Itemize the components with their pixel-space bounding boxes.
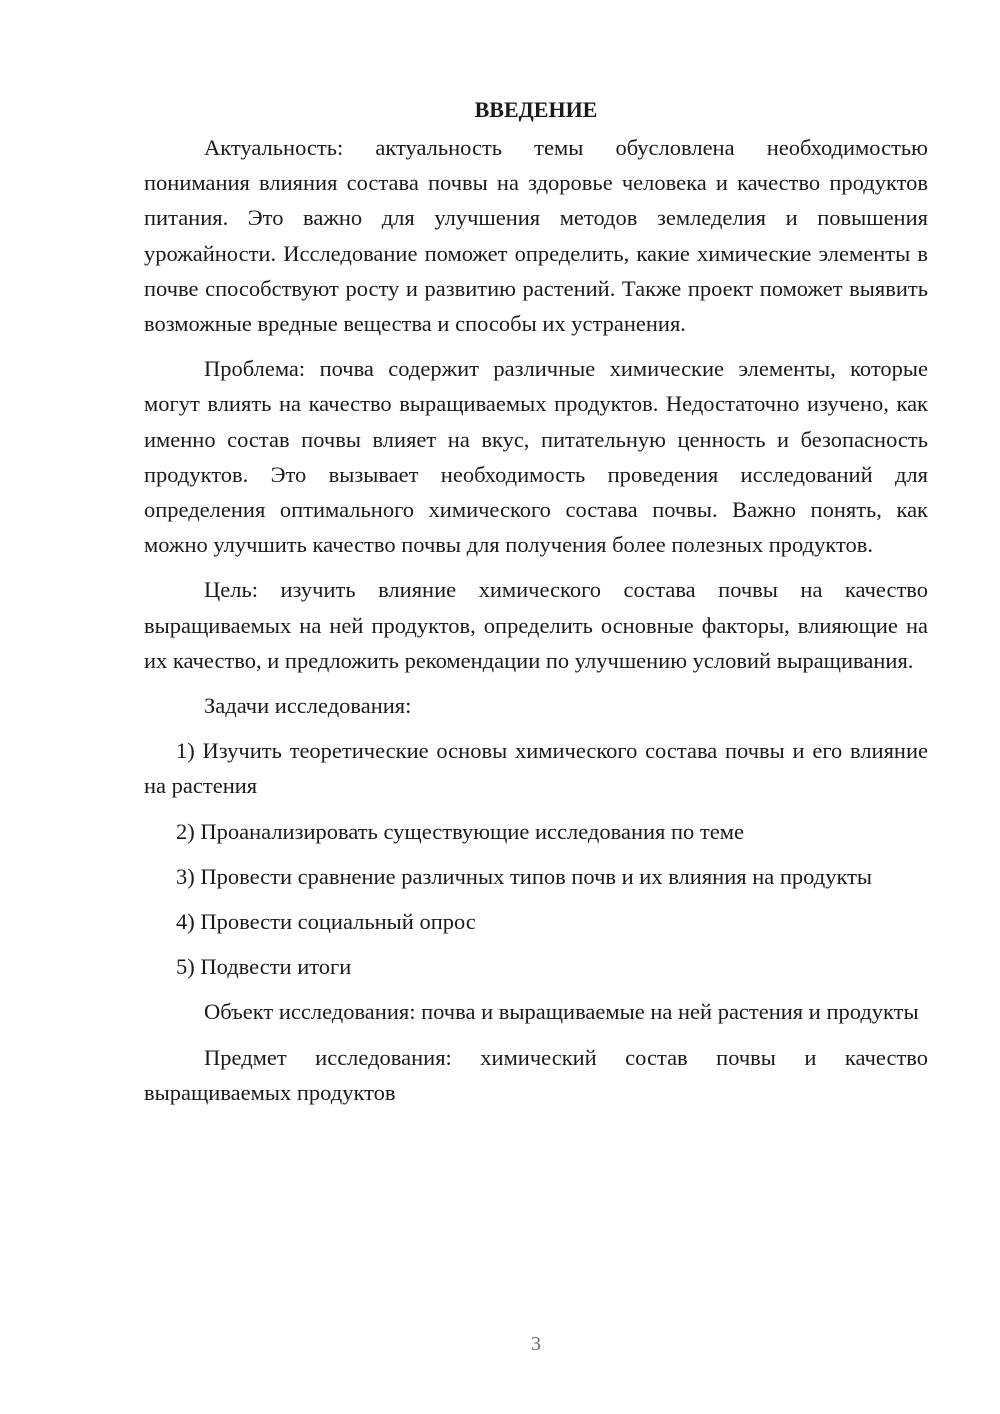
object-paragraph: Объект исследования: почва и выращиваемые на ней растения и продукты [204,999,919,1025]
goal-paragraph: Цель: изучить влияние химического состава почвы на качество выращиваемых на ней продуктов, определить основные факторы, влияющие на их качество, и предложить рекомендации по улучшению условий выращивания. [144,577,928,673]
page-number: 3 [531,1333,541,1355]
task-item: 5) Подвести итоги [176,954,352,980]
document-page [144,92,928,1120]
subject-paragraph: Предмет исследования: химический состав почвы и качество выращиваемых продуктов [144,1044,928,1105]
task-item: 4) Провести социальный опрос [176,909,476,935]
task-item: 1) Изучить теоретические основы химического состава почвы и его влияние на растения [144,738,928,799]
tasks-title: Задачи исследования: [204,693,412,719]
tasks-list [144,733,928,984]
task-item: 3) Провести сравнение различных типов почв и их влияния на продукты [176,863,873,889]
relevance-paragraph: Актуальность: актуальность темы обусловлена необходимостью понимания влияния состава почвы на здоровье человека и качество продуктов питания. Это важно для улучшения методов земледелия и повышения урожайности. Исследование поможет определить, какие химические элементы в почве способствуют росту и развитию растений. Также проект поможет выявить возможные вредные вещества и способы их устранения. [144,135,928,337]
problem-paragraph: Проблема: почва содержит различные химические элементы, которые могут влиять на качество выращиваемых продуктов. Недостаточно изучено, как именно состав почвы влияет на вкус, питательную ценность и безопасность продуктов. Это вызывает необходимость проведения исследований для определения оптимального химического состава почвы. Важно понять, как можно улучшить качество почвы для получения более полезных продуктов. [144,356,928,558]
task-item: 2) Проанализировать существующие исследования по теме [176,818,744,844]
page-title: ВВЕДЕНИЕ [474,97,598,122]
